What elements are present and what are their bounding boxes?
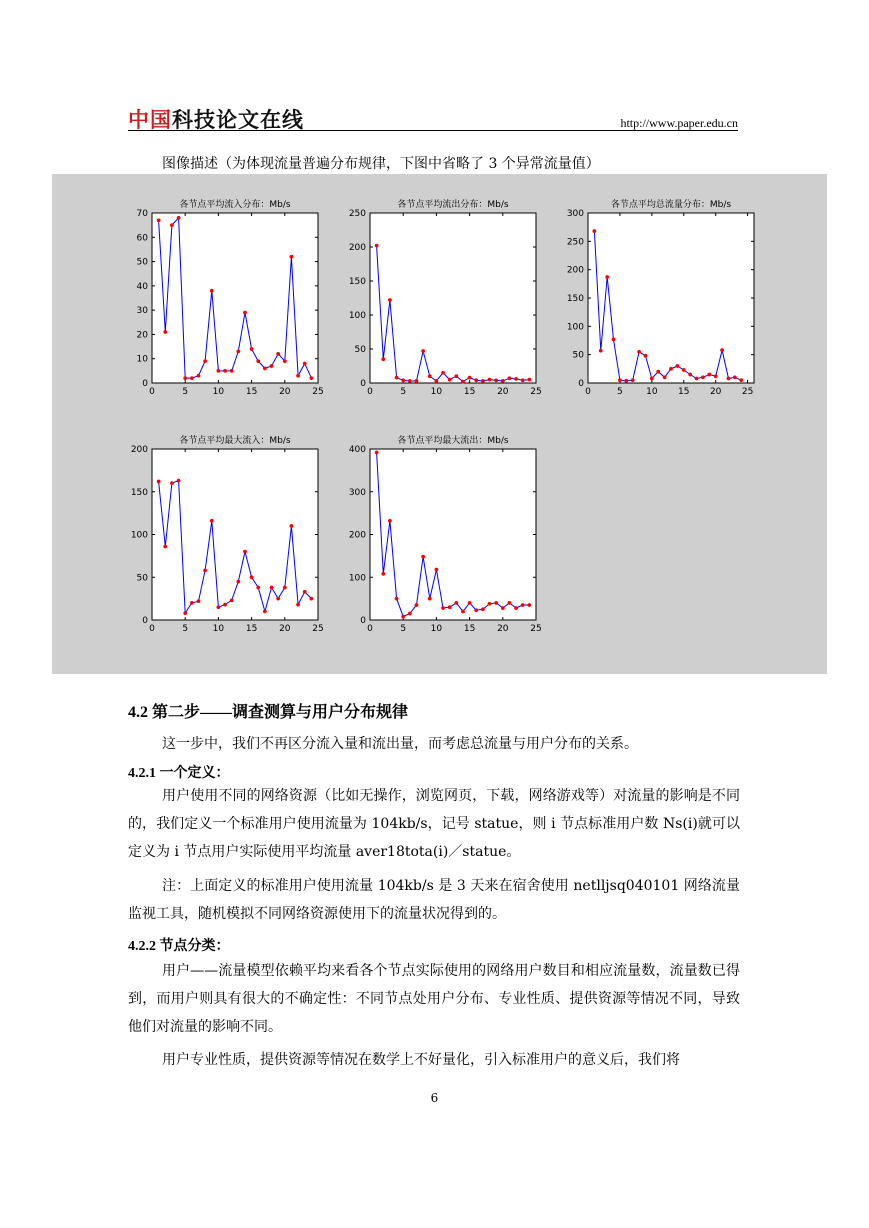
chart-3-y-tick-label: 150 xyxy=(566,294,584,304)
chart-5-x-tick-label: 15 xyxy=(463,624,476,634)
chart-4-data-point xyxy=(223,603,226,606)
chart-5-x-tick-label: 20 xyxy=(497,624,509,634)
chart-5-data-point xyxy=(435,568,438,571)
chart-4-data-point xyxy=(177,479,180,482)
chart-3-data-point xyxy=(657,370,660,373)
chart-1-y-tick-label: 40 xyxy=(136,281,148,292)
chart-1-data-point xyxy=(276,352,279,355)
chart-3-data-point xyxy=(682,368,685,371)
header-rule xyxy=(128,130,738,131)
chart-5-y-tick-label: 400 xyxy=(348,445,366,455)
chart-3-data-point xyxy=(701,376,704,379)
chart-3-data-point xyxy=(676,364,679,367)
chart-5-data-point xyxy=(475,608,478,611)
chart-4-x-tick-label: 25 xyxy=(312,624,324,634)
chart-5-data-point xyxy=(528,603,531,606)
chart-5-y-tick-label: 200 xyxy=(348,530,366,541)
chart-3-y-tick-label: 50 xyxy=(572,350,584,361)
chart-4-y-tick-label: 0 xyxy=(142,616,148,626)
chart-5-data-point xyxy=(441,606,444,609)
chart-1-data-point xyxy=(157,219,160,222)
chart-3-x-tick-label: 20 xyxy=(709,387,722,397)
chart-3-data-point xyxy=(625,379,628,382)
chart-2-data-point xyxy=(501,379,504,382)
chart-5-data-point xyxy=(448,605,451,608)
chart-3-data-point xyxy=(593,229,596,232)
chart-4-y-tick-label: 50 xyxy=(136,573,148,584)
chart-2-x-tick-label: 5 xyxy=(400,387,407,397)
chart-1-data-point xyxy=(217,369,220,372)
chart-4-data-point xyxy=(217,605,220,608)
chart-2-x-tick-label: 25 xyxy=(530,387,542,397)
chart-4-data-point xyxy=(197,599,200,602)
chart-4-data-point xyxy=(230,599,233,602)
chart-4-data-point xyxy=(164,545,167,548)
chart-1-y-tick-label: 70 xyxy=(136,209,148,219)
chart-4-data-point xyxy=(310,597,313,600)
chart-3-data-point xyxy=(688,373,691,376)
chart-5-y-tick-label: 0 xyxy=(360,616,366,626)
chart-5-y-tick-label: 300 xyxy=(348,487,366,498)
chart-4-data-point xyxy=(296,603,299,606)
chart-1-x-tick-label: 15 xyxy=(245,387,258,397)
chart-1-x-tick-label: 0 xyxy=(149,387,155,397)
chart-4-data-point xyxy=(276,597,279,600)
chart-1-plot-area xyxy=(152,213,318,383)
chart-1-data-point xyxy=(283,359,286,362)
paragraph-3: 注：上面定义的标准用户使用流量 104kb/s 是 3 天来在宿舍使用 netlljsq040101 网络流量监视工具，随机模拟不同网络资源使用下的流量状况得到的。 xyxy=(128,878,740,922)
chart-3-data-point xyxy=(650,377,653,380)
chart-1-y-tick-label: 0 xyxy=(142,379,148,389)
chart-3-y-tick-label: 250 xyxy=(566,237,584,248)
chart-2-data-point xyxy=(508,377,511,380)
chart-2-x-tick-label: 0 xyxy=(367,387,373,397)
chart-3-y-tick-label: 0 xyxy=(578,379,584,389)
chart-3-data-point xyxy=(720,348,723,351)
chart-4-data-point xyxy=(290,524,293,527)
chart-4-y-tick-label: 100 xyxy=(130,530,148,541)
chart-2-data-point xyxy=(481,379,484,382)
paragraph-2: 用户使用不同的网络资源（比如无操作，浏览网页，下载，网络游戏等）对流量的影响是不同的，我们定义一个标准用户使用流量为 104kb/s，记号 statue，则 i 节点标准用户数 Ns(i)就可以定义为 i 节点用户实际使用平均流量 aver18tota(i)／statue。 xyxy=(128,788,740,860)
chart-3-data-point xyxy=(599,349,602,352)
chart-5-title: 各节点平均最大流出：Mb/s xyxy=(397,436,509,446)
chart-1-data-point xyxy=(164,330,167,333)
chart-5-x-tick-label: 0 xyxy=(367,624,373,634)
chart-1-data-point xyxy=(170,223,173,226)
chart-1-data-point xyxy=(310,376,313,379)
chart-2-data-point xyxy=(448,378,451,381)
chart-5-x-tick-label: 10 xyxy=(430,624,443,634)
chart-4-x-tick-label: 20 xyxy=(279,624,291,634)
chart-1-data-point xyxy=(270,364,273,367)
chart-3-y-tick-label: 200 xyxy=(566,265,584,276)
subsection-heading-1: 4.2.1 一个定义： xyxy=(128,766,230,781)
chart-4-title: 各节点平均最大流入：Mb/s xyxy=(179,436,291,446)
chart-1-data-point xyxy=(290,255,293,258)
chart-2-data-point xyxy=(428,375,431,378)
chart-3-data-point xyxy=(669,367,672,370)
chart-1-data-point xyxy=(243,311,246,314)
paragraph-1: 这一步中，我们不再区分流入量和流出量，而考虑总流量与用户分布的关系。 xyxy=(162,736,638,752)
chart-5-data-point xyxy=(508,601,511,604)
chart-2-data-point xyxy=(494,379,497,382)
chart-4-y-tick-label: 200 xyxy=(130,445,148,455)
logo-red-text: 中国 xyxy=(128,108,172,132)
chart-1-data-point xyxy=(223,369,226,372)
chart-2-data-point xyxy=(375,244,378,247)
chart-1-y-tick-label: 60 xyxy=(136,233,148,244)
chart-2-y-tick-label: 0 xyxy=(360,379,366,389)
chart-4-data-point xyxy=(243,550,246,553)
chart-3-x-tick-label: 5 xyxy=(617,387,623,397)
chart-3-data-point xyxy=(637,350,640,353)
chart-2-data-point xyxy=(514,377,517,380)
chart-1-x-tick-label: 5 xyxy=(182,387,189,397)
chart-3-data-point xyxy=(612,338,615,341)
chart-1-y-tick-label: 30 xyxy=(136,306,148,317)
chart-1-data-point xyxy=(210,289,213,292)
chart-1-title: 各节点平均流入分布：Mb/s xyxy=(179,200,291,210)
chart-3-y-tick-label: 300 xyxy=(566,209,584,219)
chart-3-data-point xyxy=(740,378,743,381)
chart-3-data-point xyxy=(733,376,736,379)
chart-4-data-point xyxy=(203,569,206,572)
chart-5-data-point xyxy=(488,602,491,605)
chart-3-data-point xyxy=(695,377,698,380)
chart-2-data-point xyxy=(468,376,471,379)
chart-4-y-tick-label: 150 xyxy=(130,487,148,498)
chart-2-data-point xyxy=(395,376,398,379)
chart-2-data-point xyxy=(528,378,531,381)
chart-5-data-point xyxy=(428,597,431,600)
chart-1-data-point xyxy=(190,376,193,379)
chart-3-x-tick-label: 0 xyxy=(585,387,591,397)
chart-2-data-point xyxy=(382,358,385,361)
chart-2-y-tick-label: 200 xyxy=(348,243,366,253)
chart-1-y-tick-label: 20 xyxy=(136,330,148,341)
chart-4-data-point xyxy=(237,580,240,583)
chart-1-data-point xyxy=(203,359,206,362)
paragraph-4: 用户——流量模型依赖平均来看各个节点实际使用的网络用户数目和相应流量数，流量数已得到，而用户则具有很大的不确定性：不同节点处用户分布、专业性质、提供资源等情况不同，导致他们对流量的影响不同。 xyxy=(128,963,740,1035)
chart-5-x-tick-label: 5 xyxy=(400,624,407,634)
chart-1-x-tick-label: 10 xyxy=(212,387,225,397)
chart-2-y-tick-label: 50 xyxy=(354,345,366,355)
chart-5-data-point xyxy=(494,601,497,604)
chart-2-title: 各节点平均流出分布：Mb/s xyxy=(397,200,509,210)
chart-5-data-point xyxy=(455,601,458,604)
chart-1-data-point xyxy=(177,216,180,219)
chart-2-data-point xyxy=(521,379,524,382)
chart-5-data-point xyxy=(461,610,464,613)
chart-1-data-point xyxy=(303,362,306,365)
chart-5-data-point xyxy=(415,603,418,606)
chart-2-data-point xyxy=(408,379,411,382)
chart-5-data-point xyxy=(501,606,504,609)
chart-4-data-point xyxy=(170,482,173,485)
chart-1-data-point xyxy=(230,369,233,372)
page-number: 6 xyxy=(430,1091,439,1105)
chart-2-y-tick-label: 150 xyxy=(348,277,366,287)
figure-caption: 图像描述（为体现流量普遍分布规律，下图中省略了 3 个异常流量值） xyxy=(162,156,600,172)
chart-1-data-point xyxy=(263,367,266,370)
chart-1-data-point xyxy=(184,376,187,379)
chart-5-data-point xyxy=(514,606,517,609)
charts-svg xyxy=(52,174,827,674)
chart-3-y-tick-label: 100 xyxy=(566,322,584,333)
chart-1-x-tick-label: 20 xyxy=(279,387,291,397)
chart-2-data-point xyxy=(421,349,424,352)
chart-5-data-point xyxy=(375,451,378,454)
chart-4-x-tick-label: 0 xyxy=(149,624,155,634)
chart-5-y-tick-label: 100 xyxy=(348,573,366,584)
section-heading: 4.2 第二步——调查测算与用户分布规律 xyxy=(128,704,409,721)
chart-2-data-point xyxy=(441,371,444,374)
chart-2-data-point xyxy=(415,379,418,382)
chart-5-x-tick-label: 25 xyxy=(530,624,542,634)
chart-5-data-point xyxy=(408,612,411,615)
chart-2-data-point xyxy=(402,379,405,382)
figure-panel xyxy=(52,174,827,674)
chart-4-data-point xyxy=(270,586,273,589)
chart-1-data-point xyxy=(237,350,240,353)
chart-3-data-point xyxy=(714,375,717,378)
chart-1-y-tick-label: 50 xyxy=(136,257,148,268)
chart-5-data-point xyxy=(382,572,385,575)
chart-2-x-tick-label: 10 xyxy=(430,387,443,397)
paragraph-5: 用户专业性质，提供资源等情况在数学上不好量化，引入标准用户的意义后，我们将 xyxy=(162,1052,680,1068)
header-url[interactable]: http://www.paper.edu.cn xyxy=(620,116,738,130)
chart-1-y-tick-label: 10 xyxy=(136,354,148,365)
chart-5-data-point xyxy=(402,615,405,618)
chart-3-data-point xyxy=(631,378,634,381)
chart-1-data-point xyxy=(250,347,253,350)
chart-4-data-point xyxy=(303,590,306,593)
chart-1-x-tick-label: 25 xyxy=(312,387,324,397)
chart-4-x-tick-label: 15 xyxy=(245,624,258,634)
chart-5-data-point xyxy=(421,555,424,558)
chart-2-x-tick-label: 15 xyxy=(463,387,476,397)
chart-3-data-point xyxy=(644,354,647,357)
chart-5-data-point xyxy=(468,601,471,604)
chart-5-data-point xyxy=(388,519,391,522)
logo-black-text: 科技论文在线 xyxy=(172,108,304,132)
chart-3-x-tick-label: 25 xyxy=(741,387,754,397)
chart-1-data-point xyxy=(257,359,260,362)
chart-4-plot-area xyxy=(152,449,318,620)
chart-3-x-tick-label: 15 xyxy=(678,387,690,397)
chart-2-data-point xyxy=(461,380,464,383)
chart-3-data-point xyxy=(727,377,730,380)
chart-3-data-point xyxy=(605,275,608,278)
chart-5-plot-area xyxy=(370,449,536,620)
chart-2-x-tick-label: 20 xyxy=(497,387,509,397)
chart-3-plot-area xyxy=(588,213,754,383)
chart-2-data-point xyxy=(435,379,438,382)
chart-5-data-point xyxy=(481,608,484,611)
chart-4-data-point xyxy=(157,480,160,483)
chart-1-data-point xyxy=(197,374,200,377)
chart-5-data-point xyxy=(521,603,524,606)
chart-3-x-tick-label: 10 xyxy=(646,387,658,397)
chart-3-data-point xyxy=(708,373,711,376)
chart-3-data-point xyxy=(663,376,666,379)
subsection-heading-2: 4.2.2 节点分类： xyxy=(128,939,230,954)
chart-4-x-tick-label: 10 xyxy=(212,624,225,634)
chart-3-data-point xyxy=(618,378,621,381)
chart-2-data-point xyxy=(488,378,491,381)
chart-5-data-point xyxy=(395,597,398,600)
chart-1-data-point xyxy=(296,374,299,377)
chart-2-y-tick-label: 250 xyxy=(348,209,366,219)
chart-4-data-point xyxy=(263,610,266,613)
chart-4-data-point xyxy=(283,586,286,589)
chart-2-data-point xyxy=(388,298,391,301)
chart-2-data-point xyxy=(455,375,458,378)
chart-4-data-point xyxy=(190,601,193,604)
chart-2-y-tick-label: 100 xyxy=(348,311,366,321)
chart-4-data-point xyxy=(184,611,187,614)
chart-4-data-point xyxy=(250,576,253,579)
chart-4-data-point xyxy=(210,519,213,522)
chart-4-x-tick-label: 5 xyxy=(182,624,189,634)
chart-4-data-point xyxy=(257,586,260,589)
chart-3-title: 各节点平均总流量分布：Mb/s xyxy=(610,200,732,210)
chart-2-data-point xyxy=(475,379,478,382)
